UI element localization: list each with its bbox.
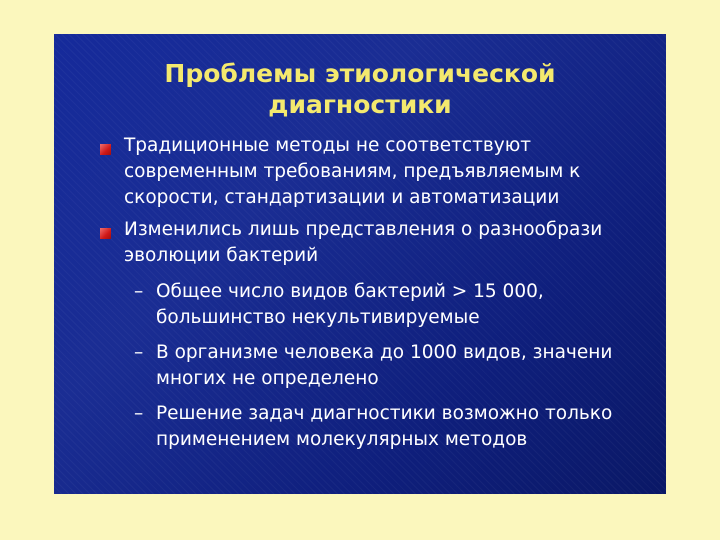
- slide-title-line-1: Проблемы этиологической: [164, 59, 556, 88]
- sub-bullet-1-line-1: Общее число видов бактерий > 15 000,: [156, 281, 544, 302]
- bullet-2-line-2: эволюции бактерий: [124, 245, 319, 266]
- sub-bullet-2-line-1: В организме человека до 1000 видов, значени: [156, 342, 613, 363]
- sub-bullet-3: [134, 401, 612, 453]
- slide-title-line-2: диагностики: [268, 90, 452, 119]
- slide: [54, 34, 666, 494]
- bullet-square-icon: [100, 228, 111, 239]
- bullet-1-line-3: скорости, стандартизации и автоматизации: [124, 187, 560, 208]
- dash-icon: –: [134, 342, 144, 363]
- bullet-1: [124, 133, 580, 211]
- bullet-square-icon: [100, 144, 111, 155]
- sub-bullet-1-line-2: большинство некультивируемые: [156, 307, 480, 328]
- dash-icon: –: [134, 281, 144, 302]
- dash-icon: –: [134, 403, 144, 424]
- sub-bullet-2-line-2: многих не определено: [156, 368, 379, 389]
- sub-bullet-3-line-1: Решение задач диагностики возможно только: [156, 403, 613, 424]
- sub-bullet-3-line-2: применением молекулярных методов: [156, 429, 528, 450]
- bullet-1-line-2: современным требованиям, предъявляемым к: [124, 161, 581, 182]
- slide-title: [54, 58, 666, 120]
- sub-bullet-2: [134, 340, 612, 392]
- bullet-2-line-1: Изменились лишь представления о разнообрази: [124, 219, 603, 240]
- bullet-1-line-1: Традиционные методы не соответствуют: [124, 135, 532, 156]
- bullet-2: [124, 217, 602, 269]
- sub-bullet-1: [134, 279, 544, 331]
